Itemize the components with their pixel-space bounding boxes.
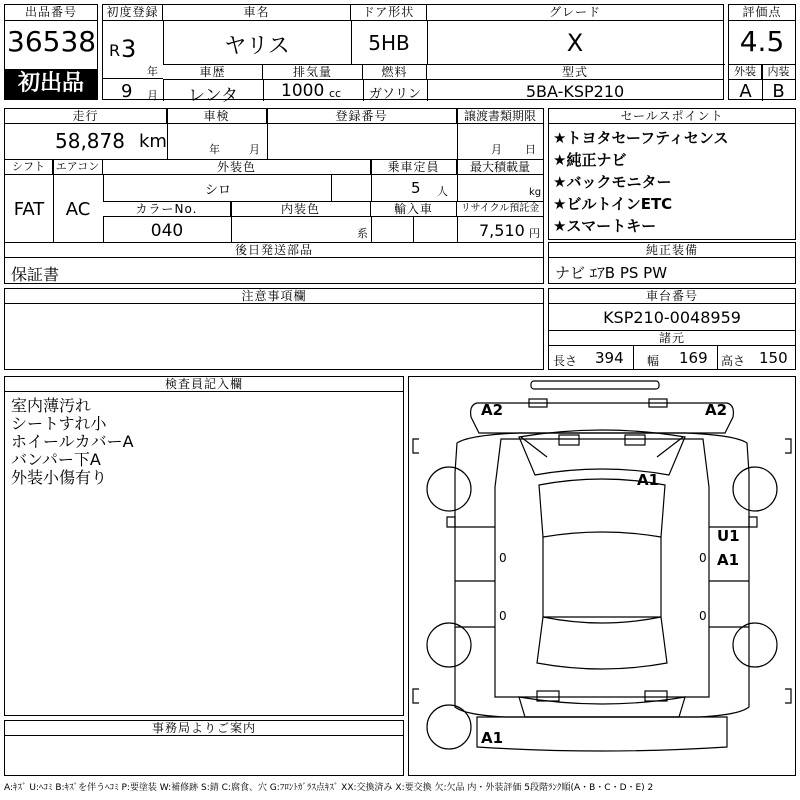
width: 169 bbox=[679, 349, 708, 367]
equipment-value: ナビ ｴｱB PS PW bbox=[555, 264, 668, 282]
reg-no-label: 登録番号 bbox=[267, 109, 457, 124]
lot-number-box bbox=[4, 4, 98, 100]
inspector-notes bbox=[11, 397, 391, 487]
recycle-label: リサイクル預託金 bbox=[457, 202, 543, 217]
lot-number: 36538 bbox=[7, 25, 97, 58]
recycle: 7,510 bbox=[479, 221, 525, 240]
era-prefix: R bbox=[109, 41, 121, 60]
chassis-number: KSP210-0048959 bbox=[603, 308, 741, 327]
damage-mark-front-right: A2 bbox=[705, 401, 728, 419]
int-color-label: 内装色 bbox=[231, 202, 371, 217]
fuel: ガソリン bbox=[368, 87, 421, 102]
score: 4.5 bbox=[739, 25, 785, 58]
height-label: 高さ bbox=[721, 354, 746, 368]
ac: AC bbox=[65, 199, 91, 220]
sales-point-item: ★トヨタセーフティセンス bbox=[553, 129, 729, 147]
details-table bbox=[4, 108, 544, 284]
inspector-label: 検査員記入欄 bbox=[5, 377, 403, 392]
office-label: 事務局よりご案内 bbox=[5, 721, 403, 736]
inspection-label: 車検 bbox=[167, 109, 267, 124]
damage-mark-front-left: A2 bbox=[481, 401, 504, 419]
inspector-note: 室内薄汚れ bbox=[11, 396, 92, 415]
transfer-label: 譲渡書類期限 bbox=[457, 109, 543, 124]
model: 5BA-KSP210 bbox=[525, 82, 625, 101]
reg-month: 9 bbox=[121, 81, 133, 102]
grade-label: グレード bbox=[427, 5, 723, 21]
sales-point-item: ★バックモニター bbox=[553, 173, 672, 191]
inspector-note: 外装小傷有り bbox=[11, 468, 108, 487]
exterior-label: 外装 bbox=[729, 65, 762, 80]
sales-points-list bbox=[553, 127, 793, 237]
inspector-box bbox=[4, 376, 404, 716]
fuel-label: 燃料 bbox=[363, 65, 427, 80]
interior-label: 内装 bbox=[762, 65, 795, 80]
load-unit: kg bbox=[529, 187, 542, 198]
model-label: 型式 bbox=[427, 65, 723, 80]
grade: X bbox=[566, 29, 584, 57]
panel-mark: 0 bbox=[699, 609, 707, 623]
inspector-note: ホイールカバーA bbox=[11, 432, 134, 451]
panel-mark: 0 bbox=[499, 551, 507, 565]
load-label: 最大積載量 bbox=[457, 160, 543, 175]
color-no: 040 bbox=[150, 221, 184, 241]
history-label: 車歴 bbox=[163, 65, 263, 80]
capacity-label: 乗車定員 bbox=[371, 160, 457, 175]
displacement-label: 排気量 bbox=[263, 65, 363, 80]
month-unit: 月 bbox=[147, 89, 158, 102]
chassis-box bbox=[548, 288, 796, 370]
transfer-month-unit: 月 bbox=[491, 143, 502, 156]
length: 394 bbox=[595, 349, 624, 367]
year-unit: 年 bbox=[147, 65, 158, 78]
history: レンタ bbox=[188, 86, 238, 106]
first-reg-label: 初度登録 bbox=[103, 5, 163, 21]
sales-points-box bbox=[548, 108, 796, 240]
displacement: 1000 bbox=[281, 81, 325, 101]
lot-number-label: 出品番号 bbox=[5, 5, 97, 21]
height: 150 bbox=[759, 349, 788, 367]
exterior-grade: A bbox=[739, 81, 752, 102]
sales-point-item: ★ビルトインETC bbox=[553, 195, 673, 213]
capacity-unit: 人 bbox=[437, 185, 448, 198]
displacement-unit: cc bbox=[329, 87, 342, 100]
first-listing-badge: 初出品 bbox=[5, 69, 97, 99]
caution-label: 注意事項欄 bbox=[5, 289, 543, 304]
car-outline-drawing bbox=[409, 377, 795, 775]
color-no-label: カラーNo. bbox=[103, 202, 231, 217]
damage-mark-rear: A1 bbox=[481, 729, 504, 747]
later-parts: 保証書 bbox=[11, 265, 60, 284]
interior-grade: B bbox=[772, 81, 785, 102]
sales-point-item: ★スマートキー bbox=[553, 217, 657, 235]
car-name-label: 車名 bbox=[163, 5, 351, 21]
ext-color-label: 外装色 bbox=[103, 160, 371, 175]
later-parts-label: 後日発送部品 bbox=[5, 243, 543, 258]
inspection-month-unit: 月 bbox=[249, 143, 260, 156]
mileage: 58,878 bbox=[55, 129, 125, 153]
sales-points-label: セールスポイント bbox=[549, 109, 795, 124]
import-label: 輸入車 bbox=[371, 202, 457, 217]
office-box bbox=[4, 720, 404, 776]
capacity: 5 bbox=[411, 179, 421, 197]
shift: FAT bbox=[13, 199, 45, 220]
panel-mark: 0 bbox=[699, 551, 707, 565]
inspector-note: シートすれ小 bbox=[11, 414, 107, 433]
chassis-label: 車台番号 bbox=[549, 289, 795, 304]
int-color-unit: 系 bbox=[357, 227, 368, 240]
car-diagram bbox=[408, 376, 796, 776]
car-name: ヤリス bbox=[224, 34, 290, 59]
width-label: 幅 bbox=[647, 354, 660, 368]
caution-box bbox=[4, 288, 544, 370]
score-label: 評価点 bbox=[729, 5, 795, 21]
equipment-label: 純正装備 bbox=[549, 243, 795, 258]
damage-mark-right-dent: U1 bbox=[717, 527, 740, 545]
legend-text: A:ｷｽﾞ U:ﾍｺﾐ B:ｷｽﾞを伴うﾍｺﾐ P:要塗装 W:補修跡 S:錆 C:腐食、穴 G:ﾌﾛﾝﾄｶﾞﾗｽ点ｷｽﾞ XX:交換済み X:要交換 欠:欠品 内・外装評価 5段階ﾗﾝｸ順(A・B・C・D・E) 2 bbox=[4, 783, 654, 793]
length-label: 長さ bbox=[553, 354, 578, 368]
damage-mark-right-scratch: A1 bbox=[717, 551, 740, 569]
shift-label: シフト bbox=[5, 160, 53, 175]
door-label: ドア形状 bbox=[351, 5, 427, 21]
equipment-box bbox=[548, 242, 796, 284]
mileage-label: 走行 bbox=[5, 109, 167, 124]
ac-label: エアコン bbox=[53, 160, 103, 175]
door-type: 5HB bbox=[368, 31, 410, 55]
sales-point-item: ★純正ナビ bbox=[553, 151, 627, 169]
panel-mark: 0 bbox=[499, 609, 507, 623]
mileage-unit: km bbox=[139, 131, 167, 152]
inspection-year-unit: 年 bbox=[209, 143, 220, 156]
damage-mark-hood: A1 bbox=[637, 471, 660, 489]
transfer-day-unit: 日 bbox=[525, 143, 536, 156]
score-box bbox=[728, 4, 796, 100]
inspector-note: バンパー下A bbox=[11, 450, 101, 469]
ext-color: シロ bbox=[204, 183, 231, 198]
header-table bbox=[102, 4, 724, 106]
dims-label: 諸元 bbox=[549, 331, 795, 346]
reg-year: 3 bbox=[121, 35, 137, 63]
recycle-unit: 円 bbox=[529, 227, 540, 240]
